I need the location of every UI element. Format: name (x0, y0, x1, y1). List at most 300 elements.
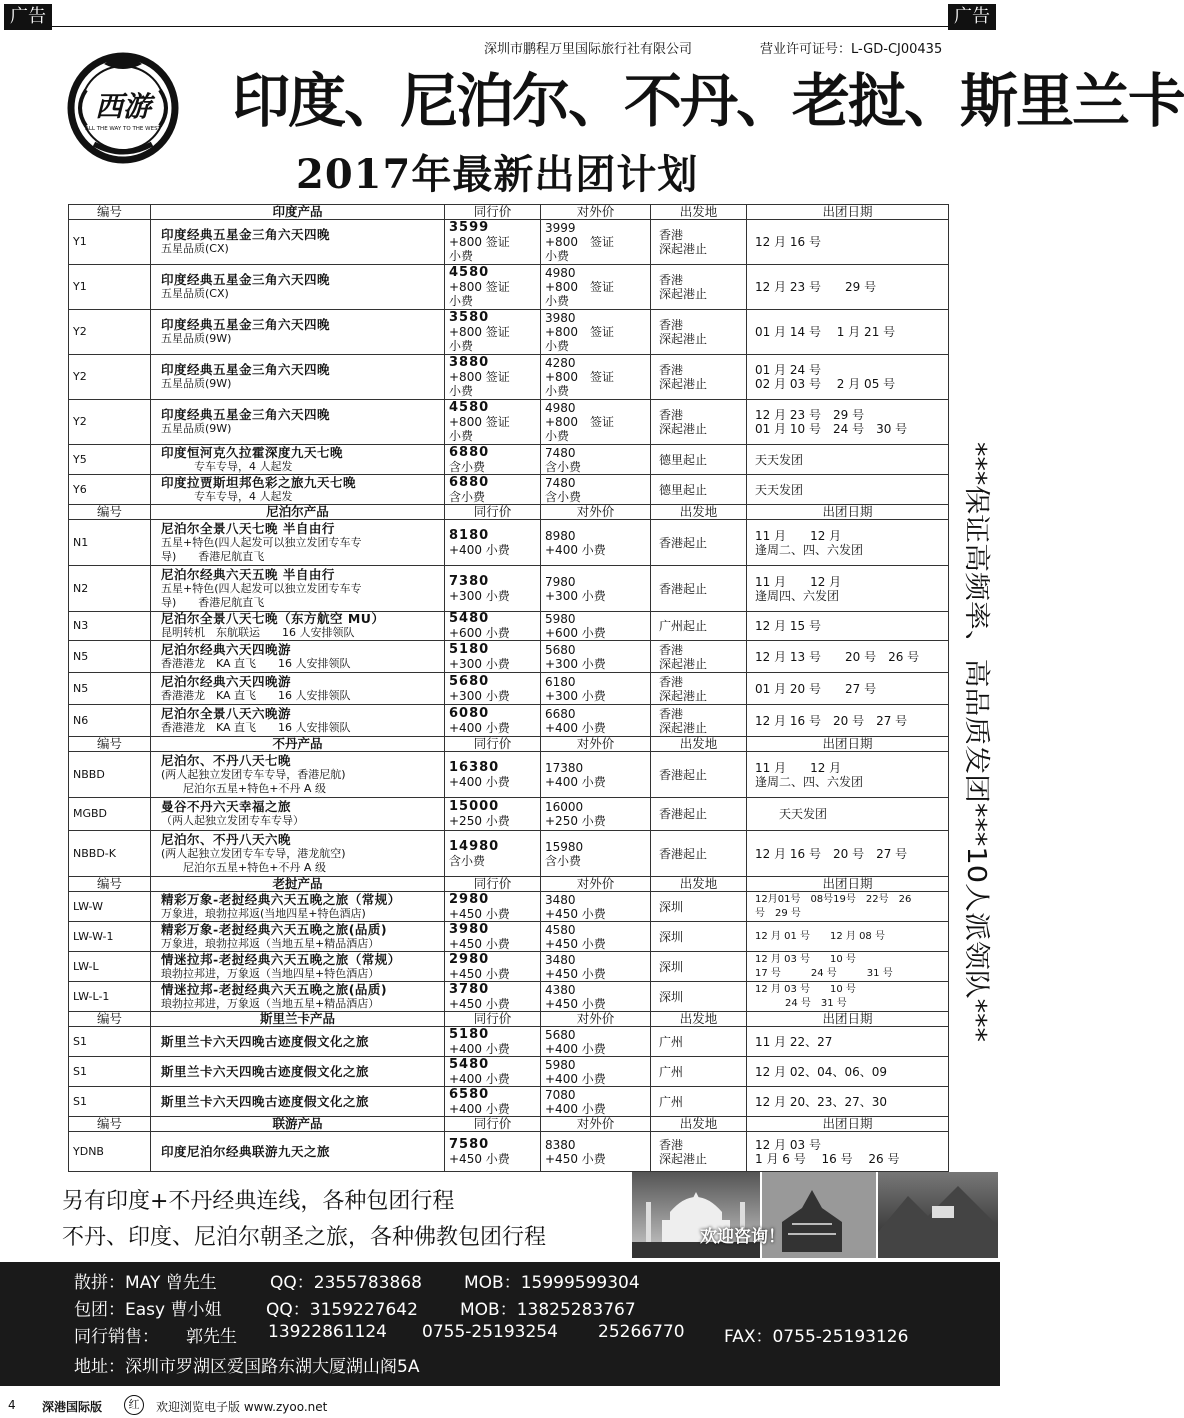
tour-row (69, 831, 949, 877)
trade-price-cell (445, 520, 541, 566)
section-header (69, 1117, 949, 1132)
tour-name: 印度经典五星金三角六天四晚 (161, 317, 331, 332)
tour-code: N5 (69, 641, 151, 673)
retail-price: 5680 +300 小费 (541, 641, 651, 673)
tour-table (68, 204, 949, 1172)
tour-name: 曼谷不丹六天幸福之旅 (161, 799, 292, 814)
trade-price: 4580 (449, 400, 490, 415)
tour-detail: 专车专导，4 人起发 (161, 489, 293, 503)
contact-qq: QQ：2355783868 (270, 1273, 422, 1293)
company-name: 深圳市鹏程万里国际旅行社有限公司 (484, 42, 693, 57)
tour-row (69, 220, 949, 265)
section-header (69, 205, 949, 220)
welcome-text: 欢迎咨询！ (700, 1227, 785, 1247)
retail-price: 7080 +400 小费 (541, 1087, 651, 1117)
trade-price: 5180 (449, 641, 490, 657)
trade-price-note: +800 签证 小费 (449, 325, 510, 353)
tour-dates: 12 月 23 号 29 号 (747, 265, 949, 310)
top-rule (52, 26, 948, 27)
trade-price: 3780 (449, 981, 490, 997)
departure: 香港起止 (651, 798, 747, 831)
trade-price-note: +300 小费 (449, 688, 510, 703)
tour-name-cell (151, 1132, 445, 1172)
section-title: 老挝产品 (151, 877, 445, 892)
tour-detail: 万象进，琅勃拉邦返（当地五星+精品酒店） (161, 936, 380, 950)
tour-row (69, 310, 949, 355)
col-dates: 出团日期 (747, 505, 949, 520)
tour-dates: 12 月 02、04、06、09 (747, 1057, 949, 1087)
tour-name-cell (151, 612, 445, 641)
tour-code: Y1 (69, 220, 151, 265)
magazine-name: 深港国际版 (42, 1400, 103, 1414)
tour-row (69, 892, 949, 922)
tour-dates: 天天发团 (747, 445, 949, 475)
trade-price-note: +600 小费 (449, 626, 510, 640)
contact-person: 郭先生 (186, 1327, 237, 1347)
tour-row (69, 798, 949, 831)
departure: 香港 深起港止 (651, 1132, 747, 1172)
tour-detail: 专车专导，4 人起发 (161, 459, 293, 473)
tour-detail: （两人起独立发团专车专导） (161, 814, 304, 827)
retail-price: 4380 +450 小费 (541, 982, 651, 1012)
tour-detail: 香港港龙 KA 直飞 16 人安排领队 (161, 720, 351, 734)
trade-price-note: +450 小费 (449, 996, 510, 1011)
col-code: 编号 (69, 877, 151, 892)
col-trade-price: 同行价 (445, 505, 541, 520)
sidebar-slogan (952, 440, 990, 1060)
trade-price: 6580 (449, 1086, 490, 1102)
tour-name: 尼泊尔经典六天四晚游 (161, 641, 292, 657)
departure: 广州 (651, 1057, 747, 1087)
tour-detail: 万象进，琅勃拉邦返(当地四星+特色酒店) (161, 906, 366, 920)
tour-detail: 五星+特色(四人起发可以独立发团专车专 导) 香港尼航直飞 (161, 581, 362, 609)
trade-price-cell (445, 831, 541, 877)
trade-price-cell (445, 310, 541, 355)
tour-name-cell (151, 752, 445, 798)
tour-detail: 五星品质(9W) (161, 332, 232, 345)
departure: 香港 深起港止 (651, 400, 747, 445)
departure: 香港 深起港止 (651, 355, 747, 400)
trade-price-cell (445, 952, 541, 982)
retail-price: 5680 +400 小费 (541, 1027, 651, 1057)
tour-name-cell (151, 520, 445, 566)
tour-dates: 11 月 12 月 逢周四、六发团 (747, 566, 949, 612)
circle-badge: 红 (124, 1395, 144, 1415)
col-trade-price: 同行价 (445, 205, 541, 220)
tour-name: 斯里兰卡六天四晚古迹度假文化之旅 (161, 1093, 370, 1109)
tour-dates: 12 月 03 号 10 号 24 号 31 号 (747, 982, 949, 1012)
retail-price: 4580 +450 小费 (541, 922, 651, 952)
trade-price-note: +450 小费 (449, 906, 510, 921)
tour-dates: 12月01号 08号19号 22号 26 号 29 号 (747, 892, 949, 922)
tour-name-cell (151, 798, 445, 831)
tour-detail: 香港港龙 KA 直飞 16 人安排领队 (161, 656, 351, 670)
departure: 香港 深起港止 (651, 641, 747, 673)
trade-price-cell (445, 1132, 541, 1172)
col-trade-price: 同行价 (445, 877, 541, 892)
retail-price: 3980 +800 签证 小费 (541, 310, 651, 355)
col-departure: 出发地 (651, 505, 747, 520)
trade-price: 3880 (449, 355, 490, 370)
tour-name-cell (151, 1057, 445, 1087)
trade-price-note: +400 小费 (449, 542, 510, 557)
tour-row (69, 705, 949, 737)
sidebar-text: ***保证高频率、高品质发团***10人派领队*** (961, 442, 991, 983)
tour-code: S1 (69, 1027, 151, 1057)
col-trade-price: 同行价 (445, 737, 541, 752)
tour-row (69, 520, 949, 566)
tour-detail: 五星+特色(四人起发可以独立发团专车专 导) 香港尼航直飞 (161, 535, 362, 563)
trade-price-note: +400 小费 (449, 1041, 510, 1056)
trade-price-note: +450 小费 (449, 1151, 510, 1166)
promo-line-2: 不丹、印度、尼泊尔朝圣之旅，各种佛教包团行程 (62, 1225, 547, 1250)
trade-price-cell (445, 1027, 541, 1057)
sub-headline: 2017年最新出团计划 (296, 151, 699, 198)
tour-detail: 香港港龙 KA 直飞 16 人安排领队 (161, 688, 351, 702)
tour-name-cell (151, 1027, 445, 1057)
tour-name: 尼泊尔全景八天六晚游 (161, 705, 292, 721)
departure: 香港 深起港止 (651, 705, 747, 737)
departure: 香港起止 (651, 520, 747, 566)
trade-price-note: +800 签证 小费 (449, 370, 510, 398)
logo-text: 西游 (94, 90, 152, 123)
col-departure: 出发地 (651, 1012, 747, 1027)
tour-name: 尼泊尔、不丹八天六晚 (161, 831, 292, 847)
col-retail-price: 对外价 (541, 1117, 651, 1132)
trade-price-note: +250 小费 (449, 814, 510, 828)
contact-qq: QQ：3159227642 (266, 1300, 418, 1320)
tour-name-cell (151, 475, 445, 505)
tour-name: 印度经典五星金三角六天四晚 (161, 362, 331, 377)
col-code: 编号 (69, 1117, 151, 1132)
trade-price: 16380 (449, 759, 500, 775)
tour-name: 印度尼泊尔经典联游九天之旅 (161, 1143, 331, 1159)
col-dates: 出团日期 (747, 1012, 949, 1027)
tour-detail: 五星品质(9W) (161, 422, 232, 435)
tour-code: S1 (69, 1087, 151, 1117)
col-departure: 出发地 (651, 205, 747, 220)
tour-detail: 五星品质(9W) (161, 377, 232, 390)
contact-mobile: MOB：15999599304 (464, 1273, 640, 1293)
col-departure: 出发地 (651, 877, 747, 892)
tour-name-cell (151, 220, 445, 265)
tour-row (69, 355, 949, 400)
trade-price-cell (445, 798, 541, 831)
trade-price: 3980 (449, 921, 490, 937)
trade-price-note: 含小费 (449, 489, 486, 504)
tour-name: 印度恒河克久拉霍深度九天七晚 (161, 444, 344, 460)
tour-name-cell (151, 673, 445, 705)
tour-detail: 琅勃拉邦进，万象返（当地四星+特色酒店） (161, 966, 380, 980)
tour-row (69, 1087, 949, 1117)
trade-price-cell (445, 475, 541, 505)
tour-row (69, 445, 949, 475)
trade-price-cell (445, 982, 541, 1012)
trade-price-cell (445, 265, 541, 310)
tour-name-cell (151, 566, 445, 612)
tour-dates: 天天发团 (747, 798, 949, 831)
trade-price-cell (445, 220, 541, 265)
retail-price: 8380 +450 小费 (541, 1132, 651, 1172)
tour-name-cell (151, 400, 445, 445)
tour-dates: 12 月 23 号 29 号 01 月 10 号 24 号 30 号 (747, 400, 949, 445)
trade-price-cell (445, 673, 541, 705)
departure: 广州起止 (651, 612, 747, 641)
trade-price-cell (445, 752, 541, 798)
trade-price: 2980 (449, 891, 490, 907)
retail-price: 7980 +300 小费 (541, 566, 651, 612)
col-dates: 出团日期 (747, 737, 949, 752)
section-title: 印度产品 (151, 205, 445, 220)
tour-name: 斯里兰卡六天四晚古迹度假文化之旅 (161, 1063, 370, 1079)
tour-name-cell (151, 355, 445, 400)
tour-dates: 01 月 20 号 27 号 (747, 673, 949, 705)
contact-label: 同行销售： (74, 1327, 159, 1347)
col-code: 编号 (69, 205, 151, 220)
tour-dates: 12 月 16 号 20 号 27 号 (747, 831, 949, 877)
retail-price: 7480 含小费 (541, 445, 651, 475)
retail-price: 6180 +300 小费 (541, 673, 651, 705)
logo-subtext: ALL THE WAY TO THE WEST (85, 126, 161, 132)
trade-price: 3599 (449, 220, 490, 235)
trade-price-note: +400 小费 (449, 720, 510, 735)
tour-dates: 01 月 24 号 02 月 03 号 2 月 05 号 (747, 355, 949, 400)
trade-price-cell (445, 566, 541, 612)
trade-price: 7580 (449, 1136, 490, 1152)
contact-address: 地址：深圳市罗湖区爱国路东湖大厦湖山阁5A (74, 1357, 420, 1377)
tour-name-cell (151, 705, 445, 737)
retail-price: 5980 +600 小费 (541, 612, 651, 641)
tour-code: Y2 (69, 400, 151, 445)
trade-price-note: +800 签证 小费 (449, 415, 510, 443)
col-retail-price: 对外价 (541, 737, 651, 752)
tour-row (69, 952, 949, 982)
tour-code: MGBD (69, 798, 151, 831)
tour-row (69, 1132, 949, 1172)
retail-price: 16000 +250 小费 (541, 798, 651, 831)
section-header (69, 505, 949, 520)
tour-name-cell (151, 892, 445, 922)
tour-name-cell (151, 310, 445, 355)
trade-price-cell (445, 1057, 541, 1087)
brand-logo (64, 46, 182, 164)
page-number: 4 (8, 1398, 16, 1412)
tour-row (69, 1057, 949, 1087)
tour-name: 精彩万象-老挝经典六天五晚之旅（常规） (161, 891, 401, 907)
col-departure: 出发地 (651, 1117, 747, 1132)
tour-dates: 12 月 03 号 1 月 6 号 16 号 26 号 (747, 1132, 949, 1172)
trade-price-note: +400 小费 (449, 1071, 510, 1086)
section-title: 不丹产品 (151, 737, 445, 752)
section-title: 斯里兰卡产品 (151, 1012, 445, 1027)
tour-name: 情迷拉邦-老挝经典六天五晚之旅（常规） (161, 951, 401, 967)
tour-code: NBBD-K (69, 831, 151, 877)
tour-dates: 12 月 16 号 20 号 27 号 (747, 705, 949, 737)
tour-detail: 五星品质(CX) (161, 242, 229, 255)
tour-dates: 12 月 16 号 (747, 220, 949, 265)
tour-code: LW-L (69, 952, 151, 982)
trade-price-note: 含小费 (449, 459, 486, 474)
tour-row (69, 982, 949, 1012)
trade-price-cell (445, 705, 541, 737)
trade-price: 5680 (449, 673, 490, 689)
trade-price-cell (445, 355, 541, 400)
tour-name-cell (151, 1087, 445, 1117)
tour-detail: (两人起独立发团专车专导，香港尼航) 尼泊尔五星+特色+不丹 A 级 (161, 767, 346, 795)
tour-detail: 琅勃拉邦进，万象返（当地五星+精品酒店） (161, 996, 380, 1010)
tour-name-cell (151, 445, 445, 475)
tour-code: N1 (69, 520, 151, 566)
tour-row (69, 673, 949, 705)
tour-code: LW-W (69, 892, 151, 922)
contact-label: 包团：Easy 曹小姐 (74, 1300, 222, 1320)
tour-code: LW-L-1 (69, 982, 151, 1012)
tour-name-cell (151, 922, 445, 952)
departure: 香港起止 (651, 752, 747, 798)
tour-name: 精彩万象-老挝经典六天五晚之旅(品质) (161, 921, 388, 937)
tour-name: 尼泊尔经典六天四晚游 (161, 673, 292, 689)
trade-price-cell (445, 922, 541, 952)
trade-price: 6880 (449, 474, 490, 490)
retail-price: 4980 +800 签证 小费 (541, 265, 651, 310)
ad-label-left: 广告 (4, 4, 52, 30)
trade-price-cell (445, 892, 541, 922)
tour-row (69, 265, 949, 310)
browse-link[interactable]: 欢迎浏览电子版 www.zyoo.net (156, 1400, 328, 1414)
tour-code: Y1 (69, 265, 151, 310)
section-header (69, 1012, 949, 1027)
headline: 印度、尼泊尔、不丹、老挝、斯里兰卡 (232, 67, 1184, 135)
tour-row (69, 1027, 949, 1057)
section-title: 联游产品 (151, 1117, 445, 1132)
trade-price: 6080 (449, 705, 490, 721)
tour-dates: 12 月 20、23、27、30 (747, 1087, 949, 1117)
retail-price: 7480 含小费 (541, 475, 651, 505)
departure: 深圳 (651, 952, 747, 982)
tour-dates: 12 月 01 号 12 月 08 号 (747, 922, 949, 952)
contact-fax: FAX：0755-25193126 (724, 1327, 909, 1347)
contact-mobile: 13922861124 (268, 1322, 387, 1342)
col-dates: 出团日期 (747, 1117, 949, 1132)
tour-row (69, 612, 949, 641)
tour-dates: 12 月 15 号 (747, 612, 949, 641)
retail-price: 15980 含小费 (541, 831, 651, 877)
tour-detail: 五星品质(CX) (161, 287, 229, 300)
tour-name: 印度经典五星金三角六天四晚 (161, 272, 331, 287)
tour-name: 尼泊尔、不丹八天七晚 (161, 752, 292, 768)
retail-price: 3999 +800 签证 小费 (541, 220, 651, 265)
retail-price: 5980 +400 小费 (541, 1057, 651, 1087)
section-header (69, 877, 949, 892)
tour-row (69, 400, 949, 445)
tour-code: LW-W-1 (69, 922, 151, 952)
tour-name: 尼泊尔经典六天五晚 半自由行 (161, 566, 335, 582)
tour-code: N5 (69, 673, 151, 705)
contact-label: 散拼：MAY 曾先生 (74, 1273, 217, 1293)
tour-code: YDNB (69, 1132, 151, 1172)
contact-phone-2: 25266770 (598, 1322, 685, 1342)
col-retail-price: 对外价 (541, 205, 651, 220)
col-code: 编号 (69, 1012, 151, 1027)
tour-code: N3 (69, 612, 151, 641)
departure: 深圳 (651, 982, 747, 1012)
departure: 香港 深起港止 (651, 673, 747, 705)
col-retail-price: 对外价 (541, 1012, 651, 1027)
tour-code: S1 (69, 1057, 151, 1087)
departure: 深圳 (651, 922, 747, 952)
tour-row (69, 566, 949, 612)
retail-price: 6680 +400 小费 (541, 705, 651, 737)
trade-price: 6880 (449, 444, 490, 460)
trade-price-cell (445, 612, 541, 641)
departure: 香港 深起港止 (651, 265, 747, 310)
trade-price-note: +450 小费 (449, 936, 510, 951)
tour-name: 情迷拉邦-老挝经典六天五晚之旅(品质) (161, 981, 388, 997)
trade-price-note: +300 小费 (449, 588, 510, 603)
license-number: 营业许可证号：L-GD-CJ00435 (760, 42, 943, 57)
departure: 德里起止 (651, 445, 747, 475)
tour-dates: 天天发团 (747, 475, 949, 505)
destination-photos (632, 1172, 998, 1258)
trade-price-note: +450 小费 (449, 966, 510, 981)
footer (0, 1392, 1000, 1418)
tour-name-cell (151, 265, 445, 310)
departure: 香港起止 (651, 566, 747, 612)
tour-code: N6 (69, 705, 151, 737)
contact-mobile: MOB：13825283767 (460, 1300, 636, 1320)
tour-dates: 11 月 22、27 (747, 1027, 949, 1057)
tour-name: 印度拉贾斯坦邦色彩之旅九天七晚 (161, 474, 357, 490)
tour-name-cell (151, 641, 445, 673)
departure: 香港 深起港止 (651, 310, 747, 355)
departure: 香港 深起港止 (651, 220, 747, 265)
tour-code: Y2 (69, 355, 151, 400)
trade-price-cell (445, 400, 541, 445)
tour-code: Y6 (69, 475, 151, 505)
trade-price: 5480 (449, 1056, 490, 1072)
departure: 香港起止 (651, 831, 747, 877)
trade-price: 7380 (449, 573, 490, 589)
departure: 广州 (651, 1027, 747, 1057)
trade-price: 3580 (449, 310, 490, 325)
retail-price: 17380 +400 小费 (541, 752, 651, 798)
trade-price-note: +800 签证 小费 (449, 235, 510, 263)
tour-row (69, 922, 949, 952)
col-departure: 出发地 (651, 737, 747, 752)
section-header (69, 737, 949, 752)
departure: 深圳 (651, 892, 747, 922)
tour-code: Y5 (69, 445, 151, 475)
tour-dates: 01 月 14 号 1 月 21 号 (747, 310, 949, 355)
promo-line-1: 另有印度+不丹经典连线，各种包团行程 (62, 1189, 455, 1214)
trade-price: 5480 (449, 611, 490, 626)
trade-price-note: 含小费 (449, 853, 486, 868)
tour-name: 斯里兰卡六天四晚古迹度假文化之旅 (161, 1033, 370, 1049)
tour-detail: (两人起独立发团专车专导，港龙航空) 尼泊尔五星+特色+不丹 A 级 (161, 846, 346, 874)
tour-code: Y2 (69, 310, 151, 355)
retail-price: 3480 +450 小费 (541, 892, 651, 922)
tour-code: NBBD (69, 752, 151, 798)
tour-name: 尼泊尔全景八天七晚 半自由行 (161, 520, 335, 536)
trade-price: 5180 (449, 1026, 490, 1042)
col-trade-price: 同行价 (445, 1117, 541, 1132)
col-retail-price: 对外价 (541, 505, 651, 520)
contact-phone: 0755-25193254 (422, 1322, 558, 1342)
tour-name: 印度经典五星金三角六天四晚 (161, 407, 331, 422)
trade-price: 2980 (449, 951, 490, 967)
col-code: 编号 (69, 737, 151, 752)
departure: 德里起止 (651, 475, 747, 505)
